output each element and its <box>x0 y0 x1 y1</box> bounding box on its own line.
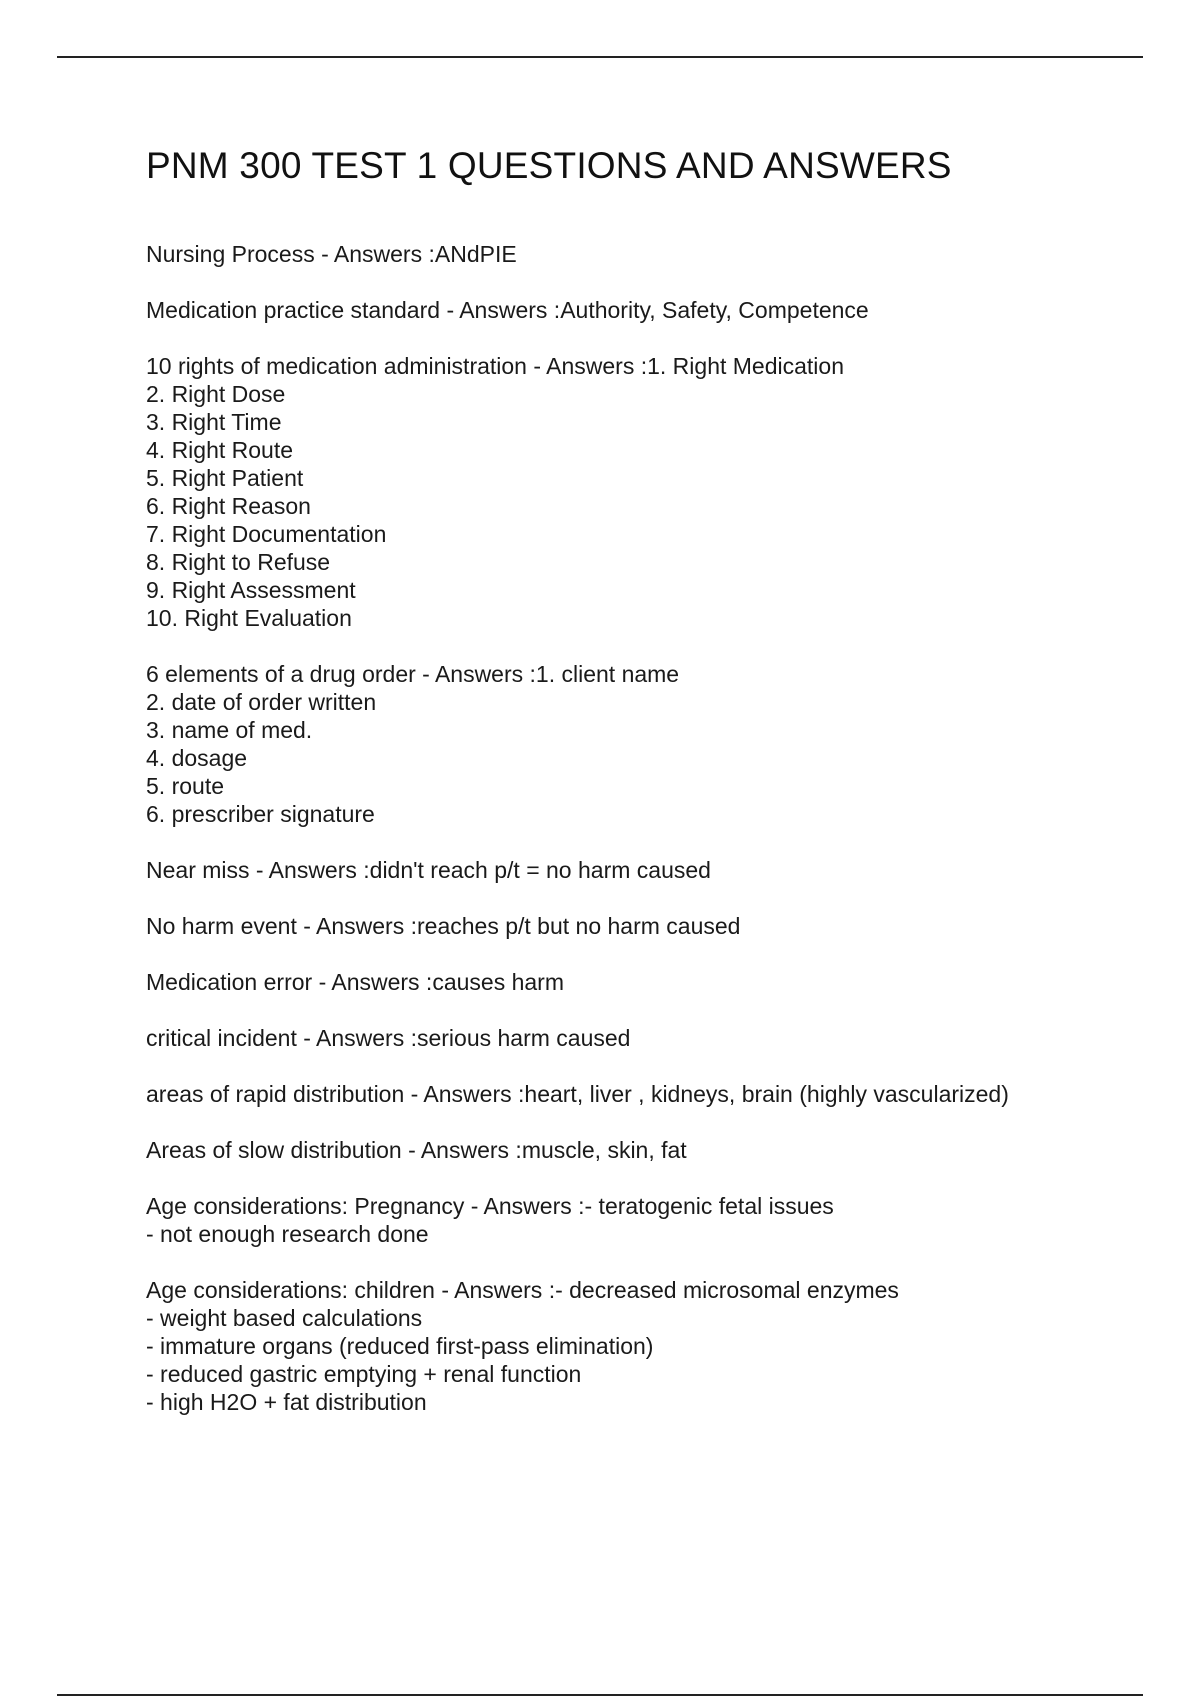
qa-item <box>146 660 1146 828</box>
qa-line: 2. Right Dose <box>146 381 286 407</box>
qa-item <box>146 968 1146 996</box>
qa-line: 10 rights of medication administration - Answers :1. Right Medication <box>146 353 844 379</box>
qa-line: Age considerations: Pregnancy - Answers :- teratogenic fetal issues <box>146 1193 834 1219</box>
qa-line: 3. Right Time <box>146 409 282 435</box>
qa-line: - not enough research done <box>146 1221 429 1247</box>
qa-line: Age considerations: children - Answers :- decreased microsomal enzymes <box>146 1277 899 1303</box>
top-divider <box>57 56 1143 58</box>
qa-line: Near miss - Answers :didn't reach p/t = no harm caused <box>146 857 711 883</box>
qa-line: Medication error - Answers :causes harm <box>146 969 564 995</box>
qa-line: 6. Right Reason <box>146 493 311 519</box>
qa-item <box>146 912 1146 940</box>
qa-line: - weight based calculations <box>146 1305 423 1331</box>
qa-line: 5. Right Patient <box>146 465 304 491</box>
page-title: PNM 300 TEST 1 QUESTIONS AND ANSWERS <box>146 145 952 186</box>
qa-item <box>146 1276 1146 1416</box>
qa-line: No harm event - Answers :reaches p/t but no harm caused <box>146 913 741 939</box>
qa-item <box>146 352 1146 632</box>
qa-line: - reduced gastric emptying + renal function <box>146 1361 582 1387</box>
qa-item <box>146 1192 1146 1248</box>
qa-line: - high H2O + fat distribution <box>146 1389 427 1415</box>
qa-line: - immature organs (reduced first-pass elimination) <box>146 1333 654 1359</box>
qa-line: 6. prescriber signature <box>146 801 375 827</box>
qa-line: 4. dosage <box>146 745 248 771</box>
qa-line: 6 elements of a drug order - Answers :1. client name <box>146 661 680 687</box>
page-content <box>146 145 1146 1444</box>
qa-line: 2. date of order written <box>146 689 377 715</box>
qa-item <box>146 240 1146 268</box>
qa-line: 5. route <box>146 773 224 799</box>
qa-line: 8. Right to Refuse <box>146 549 331 575</box>
qa-line: critical incident - Answers :serious harm caused <box>146 1025 631 1051</box>
bottom-divider <box>57 1694 1143 1696</box>
qa-line: 4. Right Route <box>146 437 294 463</box>
qa-line: Nursing Process - Answers :ANdPIE <box>146 241 517 267</box>
qa-line: 9. Right Assessment <box>146 577 356 603</box>
qa-line: Areas of slow distribution - Answers :muscle, skin, fat <box>146 1137 687 1163</box>
qa-item <box>146 1024 1146 1052</box>
qa-line: 7. Right Documentation <box>146 521 387 547</box>
qa-item <box>146 1136 1146 1164</box>
qa-line: 3. name of med. <box>146 717 313 743</box>
qa-item <box>146 296 1146 324</box>
qa-line: Medication practice standard - Answers :Authority, Safety, Competence <box>146 297 869 323</box>
qa-line: areas of rapid distribution - Answers :heart, liver , kidneys, brain (highly vascularized) <box>146 1081 1009 1107</box>
qa-list <box>146 240 1146 1416</box>
qa-item <box>146 1080 1146 1108</box>
qa-line: 10. Right Evaluation <box>146 605 352 631</box>
qa-item <box>146 856 1146 884</box>
